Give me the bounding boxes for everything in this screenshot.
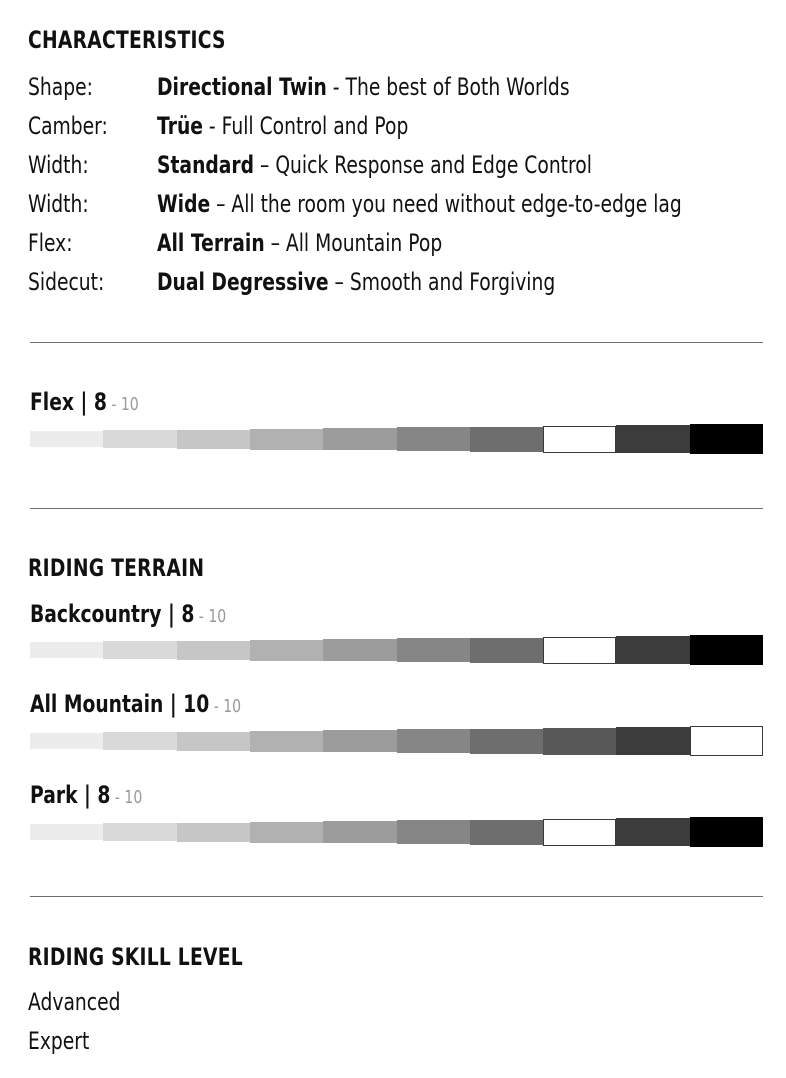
- skill-level-advanced: Advanced: [28, 988, 121, 1016]
- meter-segment: [30, 733, 103, 749]
- meter-segment: [690, 817, 763, 847]
- meter-segment: [470, 638, 543, 663]
- char-label: Sidecut:: [28, 268, 105, 296]
- meter-segment: [543, 819, 616, 846]
- meter-segment: [470, 820, 543, 845]
- char-label: Shape:: [28, 73, 93, 101]
- backcountry-rating-title: Backcountry | 8 - 10: [30, 600, 227, 628]
- meter-segment: [250, 822, 323, 843]
- flex-rating-title: Flex | 8 - 10: [30, 388, 139, 416]
- meter-segment: [397, 729, 470, 753]
- meter-segment: [397, 638, 470, 662]
- meter-segment: [103, 641, 177, 659]
- meter-segment: [543, 426, 616, 453]
- characteristics-title: CHARACTERISTICS: [28, 26, 226, 54]
- riding-skill-level-title: RIDING SKILL LEVEL: [28, 943, 243, 971]
- meter-segment: [616, 636, 690, 664]
- park-meter: [30, 817, 763, 847]
- meter-segment: [470, 427, 543, 452]
- char-label: Flex:: [28, 229, 73, 257]
- meter-segment: [177, 732, 250, 751]
- meter-segment: [250, 731, 323, 752]
- meter-segment: [616, 727, 690, 755]
- divider: [30, 342, 763, 343]
- char-label: Camber:: [28, 112, 108, 140]
- char-value: Trüe - Full Control and Pop: [157, 112, 409, 140]
- meter-segment: [30, 824, 103, 840]
- meter-segment: [103, 732, 177, 750]
- meter-segment: [543, 728, 616, 755]
- meter-segment: [30, 642, 103, 658]
- meter-segment: [690, 635, 763, 665]
- divider: [30, 508, 763, 509]
- meter-segment: [30, 431, 103, 447]
- skill-level-expert: Expert: [28, 1027, 90, 1055]
- flex-meter: [30, 424, 763, 454]
- meter-segment: [103, 823, 177, 841]
- char-label: Width:: [28, 151, 89, 179]
- meter-segment: [470, 729, 543, 754]
- divider: [30, 896, 763, 897]
- meter-segment: [323, 730, 397, 752]
- meter-segment: [323, 821, 397, 843]
- meter-segment: [250, 429, 323, 450]
- all-mountain-meter: [30, 726, 763, 756]
- meter-segment: [543, 637, 616, 664]
- char-value: All Terrain – All Mountain Pop: [157, 229, 443, 257]
- all-mountain-rating-title: All Mountain | 10 - 10: [30, 690, 242, 718]
- meter-segment: [177, 823, 250, 842]
- riding-terrain-title: RIDING TERRAIN: [28, 554, 205, 582]
- meter-segment: [616, 425, 690, 453]
- meter-segment: [177, 430, 250, 449]
- meter-segment: [323, 428, 397, 450]
- park-rating-title: Park | 8 - 10: [30, 781, 143, 809]
- meter-segment: [177, 641, 250, 660]
- char-value: Dual Degressive – Smooth and Forgiving: [157, 268, 556, 296]
- meter-segment: [323, 639, 397, 661]
- backcountry-meter: [30, 635, 763, 665]
- meter-segment: [690, 424, 763, 454]
- char-label: Width:: [28, 190, 89, 218]
- char-value: Standard – Quick Response and Edge Control: [157, 151, 592, 179]
- meter-segment: [103, 430, 177, 448]
- meter-segment: [397, 820, 470, 844]
- meter-segment: [616, 818, 690, 846]
- meter-segment: [690, 726, 763, 756]
- char-value: Wide – All the room you need without edge-to-edge lag: [157, 190, 682, 218]
- meter-segment: [250, 640, 323, 661]
- char-value: Directional Twin - The best of Both Worlds: [157, 73, 570, 101]
- meter-segment: [397, 427, 470, 451]
